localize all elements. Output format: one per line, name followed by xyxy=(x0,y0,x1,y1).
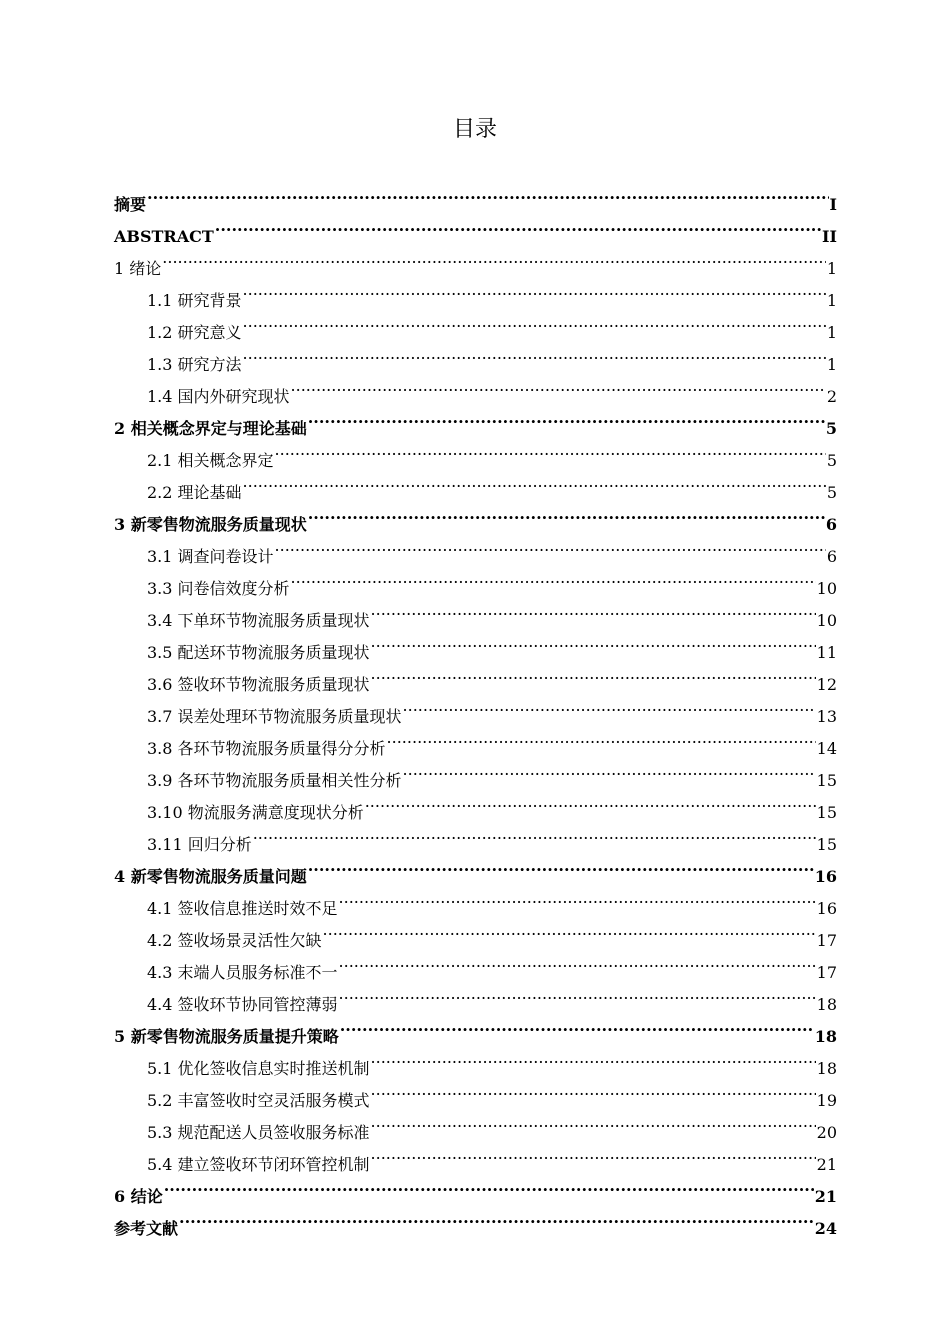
toc-dot-leader xyxy=(179,1202,814,1234)
toc-entry-label: 1.4 国内外研究现状 xyxy=(147,387,290,406)
toc-entry-label: 2.2 理论基础 xyxy=(147,483,242,502)
toc-entry-label: 4 新零售物流服务质量问题 xyxy=(114,867,307,886)
toc-dot-leader xyxy=(323,914,816,946)
toc-dot-leader xyxy=(308,498,825,530)
toc-entry-page-number: 1 xyxy=(826,323,837,342)
toc-entry-page-number: 6 xyxy=(825,515,837,534)
toc-dot-leader xyxy=(275,530,826,562)
toc-entry-page-number: 17 xyxy=(816,931,837,950)
toc-entry-label: ABSTRACT xyxy=(114,227,214,246)
toc-entry-label: 3.7 误差处理环节物流服务质量现状 xyxy=(147,707,402,726)
toc-entry-label: 5.2 丰富签收时空灵活服务模式 xyxy=(147,1091,370,1110)
toc-dot-leader xyxy=(339,882,816,914)
toc-dot-leader xyxy=(243,274,826,306)
toc-entry-label: 2.1 相关概念界定 xyxy=(147,451,274,470)
toc-dot-leader xyxy=(365,786,816,818)
toc-entry-label: 3.4 下单环节物流服务质量现状 xyxy=(147,611,370,630)
toc-entry-label: 3 新零售物流服务质量现状 xyxy=(114,515,307,534)
toc-dot-leader xyxy=(403,690,816,722)
toc-dot-leader xyxy=(371,658,816,690)
toc-entry-label: 3.9 各环节物流服务质量相关性分析 xyxy=(147,771,402,790)
toc-dot-leader xyxy=(339,946,816,978)
toc-entry-label: 4.2 签收场景灵活性欠缺 xyxy=(147,931,322,950)
toc-entry-page-number: 15 xyxy=(816,835,837,854)
toc-entry-label: 4.3 末端人员服务标准不一 xyxy=(147,963,338,982)
toc-entry-label: 3.11 回归分析 xyxy=(147,835,252,854)
toc-entry-page-number: 17 xyxy=(816,963,837,982)
toc-dot-leader xyxy=(339,978,816,1010)
toc-entry-page-number: 12 xyxy=(816,675,837,694)
toc-entry-page-number: 1 xyxy=(826,259,837,278)
toc-entry[interactable] xyxy=(114,1202,837,1238)
page-title: 目录 xyxy=(452,117,497,142)
toc-entry-page-number: 10 xyxy=(816,579,837,598)
toc-entry-page-number: 20 xyxy=(816,1123,837,1142)
toc-dot-leader xyxy=(403,754,816,786)
toc-entry-page-number: 10 xyxy=(816,611,837,630)
toc-entry-page-number: 21 xyxy=(814,1187,837,1206)
toc-dot-leader xyxy=(243,466,826,498)
toc-entry-label: 3.10 物流服务满意度现状分析 xyxy=(147,803,364,822)
toc-entry-label: 摘要 xyxy=(114,195,147,214)
toc-entry-page-number: 18 xyxy=(816,995,837,1014)
toc-entry-page-number: 15 xyxy=(816,771,837,790)
toc-entry-page-number: I xyxy=(829,195,837,214)
toc-entry-label: 参考文献 xyxy=(114,1219,179,1238)
toc-entry-label: 1.2 研究意义 xyxy=(147,323,242,342)
toc-dot-leader xyxy=(371,594,816,626)
toc-dot-leader xyxy=(243,306,826,338)
toc-entry[interactable] xyxy=(114,242,837,278)
toc-dot-leader xyxy=(308,850,814,882)
toc-entry-label: 5 新零售物流服务质量提升策略 xyxy=(114,1027,339,1046)
toc-entry-page-number: 19 xyxy=(816,1091,837,1110)
toc-dot-leader xyxy=(387,722,816,754)
toc-entry-label: 3.1 调查问卷设计 xyxy=(147,547,274,566)
toc-entry-label: 3.5 配送环节物流服务质量现状 xyxy=(147,643,370,662)
toc-dot-leader xyxy=(371,1138,816,1170)
toc-entry-label: 5.1 优化签收信息实时推送机制 xyxy=(147,1059,370,1078)
toc-entry-page-number: 5 xyxy=(826,451,837,470)
toc-dot-leader xyxy=(147,178,829,210)
toc-entry-page-number: 16 xyxy=(814,867,837,886)
toc-entry[interactable] xyxy=(114,210,837,246)
toc-dot-leader xyxy=(371,1074,816,1106)
toc-entry[interactable] xyxy=(114,178,837,214)
toc-entry-page-number: 13 xyxy=(816,707,837,726)
toc-entry-page-number: 18 xyxy=(816,1059,837,1078)
toc-entry-label: 3.8 各环节物流服务质量得分分析 xyxy=(147,739,386,758)
table-of-contents xyxy=(114,178,837,1238)
toc-entry-label: 4.4 签收环节协同管控薄弱 xyxy=(147,995,338,1014)
toc-entry-page-number: 2 xyxy=(826,387,837,406)
toc-entry-page-number: 15 xyxy=(816,803,837,822)
toc-dot-leader xyxy=(162,242,826,274)
toc-dot-leader xyxy=(291,562,816,594)
toc-dot-leader xyxy=(371,626,816,658)
toc-dot-leader xyxy=(275,434,826,466)
toc-entry-label: 1.3 研究方法 xyxy=(147,355,242,374)
toc-entry-page-number: 5 xyxy=(825,419,837,438)
toc-dot-leader xyxy=(215,210,821,242)
toc-entry-label: 4.1 签收信息推送时效不足 xyxy=(147,899,338,918)
toc-entry-page-number: 1 xyxy=(826,355,837,374)
toc-dot-leader xyxy=(308,402,825,434)
toc-entry-page-number: 18 xyxy=(814,1027,837,1046)
toc-entry-page-number: 1 xyxy=(826,291,837,310)
toc-entry-page-number: 16 xyxy=(816,899,837,918)
toc-entry-page-number: 24 xyxy=(814,1219,837,1238)
toc-dot-leader xyxy=(371,1106,816,1138)
toc-entry-label: 5.3 规范配送人员签收服务标准 xyxy=(147,1123,370,1142)
toc-dot-leader xyxy=(371,1042,816,1074)
toc-entry-page-number: 14 xyxy=(816,739,837,758)
toc-entry-page-number: 21 xyxy=(816,1155,837,1174)
toc-entry-page-number: 5 xyxy=(826,483,837,502)
toc-entry-label: 6 结论 xyxy=(114,1187,163,1206)
toc-dot-leader xyxy=(164,1170,814,1202)
toc-entry-page-number: II xyxy=(822,227,837,246)
toc-dot-leader xyxy=(243,338,826,370)
toc-entry[interactable] xyxy=(114,274,837,310)
toc-entry-label: 1 绪论 xyxy=(114,259,162,278)
toc-entry-label: 3.3 问卷信效度分析 xyxy=(147,579,290,598)
toc-entry-label: 5.4 建立签收环节闭环管控机制 xyxy=(147,1155,370,1174)
toc-dot-leader xyxy=(253,818,816,850)
toc-dot-leader xyxy=(291,370,826,402)
toc-entry-page-number: 11 xyxy=(816,643,837,662)
toc-entry-label: 3.6 签收环节物流服务质量现状 xyxy=(147,675,370,694)
toc-entry-label: 1.1 研究背景 xyxy=(147,291,242,310)
toc-entry-page-number: 6 xyxy=(826,547,837,566)
toc-dot-leader xyxy=(340,1010,814,1042)
toc-entry-label: 2 相关概念界定与理论基础 xyxy=(114,419,307,438)
toc-entry[interactable] xyxy=(114,1170,837,1206)
